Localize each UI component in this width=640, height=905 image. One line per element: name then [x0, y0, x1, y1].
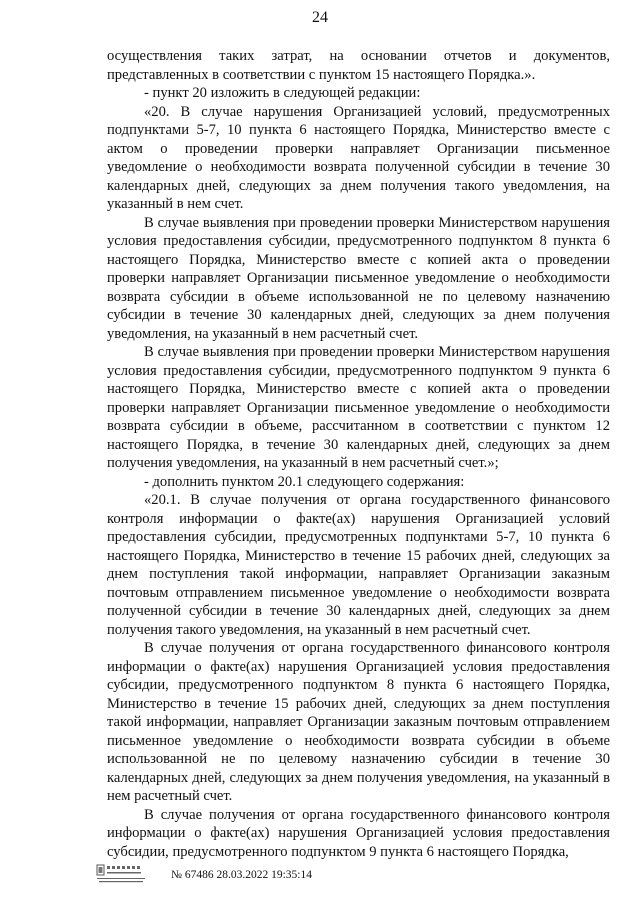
government-register-stamp-icon: [96, 862, 150, 886]
document-registration-stamp: № 67486 28.03.2022 19:35:14: [171, 869, 312, 881]
paragraph-7: «20.1. В случае получения от органа государственного финансового контроля информации о факте(ах) нарушения Организацией условий предоставления субсидии, предусмотренных подпунктами 5-7, 10 пункта 6 настоящего Порядка, Министерство в течение 15 рабочих дней, следующих за днем поступления такой информации, направляет Организации заказным почтовым отправлением письменное уведомление о необходимости возврата полученной субсидии в течение 30 календарных дней, следующих за днем получения такого уведомления, на указанный в нем расчетный счет.: [107, 492, 610, 638]
paragraph-5: В случае выявления при проведении проверки Министерством нарушения условия предоставления субсидии, предусмотренного подпунктом 9 пункта 6 настоящего Порядка, Министерство вместе с копией акта о проведении проверки направляет Организации письменное уведомление о необходимости возврата субсидии в объеме, рассчитанном в соответствии с пунктом 12 настоящего Порядка, в течение 30 календарных дней, следующих за днем получения уведомления, на указанный в нем расчетный счет.»;: [107, 344, 610, 471]
document-footer: [96, 862, 396, 888]
paragraph-3: «20. В случае нарушения Организацией условий, предусмотренных подпунктами 5-7, 10 пункта 6 настоящего Порядка, Министерство вместе с актом о проведении проверки направляет Организации письменное уведомление о необходимости возврата полученной субсидии в течение 30 календарных дней, следующих за днем получения такого уведомления, на указанный в нем счет.: [107, 103, 610, 212]
paragraph-9: В случае получения от органа государственного финансового контроля информации о факте(ах) нарушения Организацией условия предоставления субсидии, предусмотренного подпунктом 9 пункта 6 настоящего Порядка,: [107, 806, 610, 860]
paragraph-1: осуществления таких затрат, на основании отчетов и документов, представленных в соответствии с пунктом 15 настоящего Порядка.».: [107, 48, 610, 83]
paragraph-2: - пункт 20 изложить в следующей редакции:: [144, 85, 421, 101]
page-number: 24: [312, 9, 328, 26]
paragraph-4: В случае выявления при проведении проверки Министерством нарушения условия предоставления субсидии, предусмотренного подпунктом 8 пункта 6 настоящего Порядка, Министерство вместе с копией акта о проведении проверки направляет Организации письменное уведомление о необходимости возврата субсидии в объеме использованной не по целевому назначению субсидии в течение 30 календарных дней, следующих за днем получения уведомления, на указанный в нем расчетный счет.: [107, 214, 610, 342]
document-body: [107, 47, 610, 861]
paragraph-8: В случае получения от органа государственного финансового контроля информации о факте(ах) нарушения Организацией условия предоставления субсидии, предусмотренного подпунктом 8 пункта 6 настоящего Порядка, Министерство в течение 15 рабочих дней, следующих за днем поступления такой информации, направляет Организации заказным почтовым отправлением письменное уведомление о необходимости возврата субсидии в объеме использованной не по целевому назначению субсидии в течение 30 календарных дней, следующих за днем получения уведомления, на указанный в нем расчетный счет.: [107, 640, 610, 804]
paragraph-6: - дополнить пунктом 20.1 следующего содержания:: [144, 473, 465, 490]
